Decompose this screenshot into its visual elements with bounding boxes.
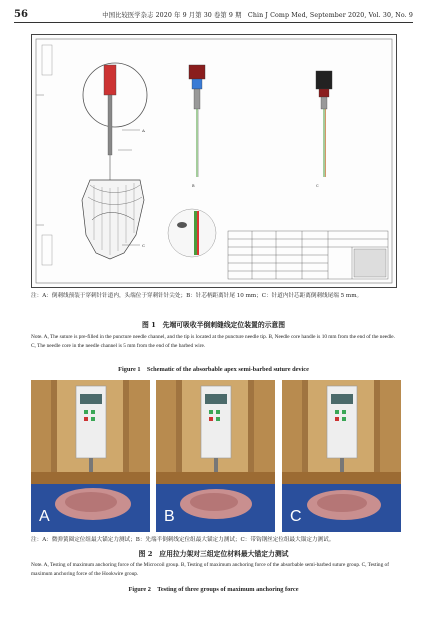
figure2-title-en: Figure 2 Testing of three groups of maximum anchoring force <box>128 586 299 593</box>
figure1-title-cn: 图 1 先端可吸收半倒刺缝线定位装置的示意图 <box>141 321 286 329</box>
figure2-title-cn: 图 2 应用拉力架对三组定位材料最大锚定力测试 <box>138 550 289 558</box>
figure1-note-en: Note. A, The suture is pre-filled in the puncture needle channel, and the tip is located at the puncture needle tip. B, Needle core handle is 10 mm from the end of the needle. C, The needle core in the needle channel is 5 mm from the end of the barbed wire. <box>31 334 395 349</box>
figure1-title-en: Figure 1 Schematic of the absorbable apex semi-barbed suture device <box>118 366 309 373</box>
svg-text:B: B <box>192 184 195 188</box>
photo-panel-b <box>156 380 275 532</box>
figure1-note-cn: 注：A：倒刺线预装于穿刺针针道内，头端位于穿刺针针尖处；B：针芯柄距离针尾 10 mm；C：针道内针芯距离倒刺线尾端 5 mm。 <box>31 293 363 299</box>
figure1-drawing <box>31 34 397 288</box>
figure2-note-en: Note. A, Testing of maximum anchoring force of the Microcoil group. B, Testing of maximum anchoring force of the absorbable semi-barbed suture group. C, Testing of maximum anchoring force of the Hookwire group. <box>31 562 389 577</box>
page-number: 56 <box>14 9 28 20</box>
photo-panel-c <box>282 380 401 532</box>
svg-text:C: C <box>142 243 146 248</box>
svg-text:A: A <box>142 128 145 133</box>
panel-label-b: B <box>164 508 175 525</box>
photo-panel-a <box>31 380 150 532</box>
page-header <box>14 8 413 23</box>
figure1-drawing-svg <box>32 35 396 287</box>
journal-citation: 中国比较医学杂志 2020 年 9 月第 30 卷第 9 期 Chin J Comp Med, September 2020, Vol. 30, No. 9 <box>102 12 413 19</box>
figure2-photos <box>31 380 401 532</box>
svg-text:C: C <box>316 184 319 188</box>
panel-label-c: C <box>290 508 302 525</box>
figure2-note-cn: 注：A：微弹簧圈定位组最大锚定力测试；B：先端半倒刺线定位组最大锚定力测试；C：带钩钢丝定位组最大锚定力测试。 <box>31 537 335 543</box>
panel-label-a: A <box>39 508 50 525</box>
